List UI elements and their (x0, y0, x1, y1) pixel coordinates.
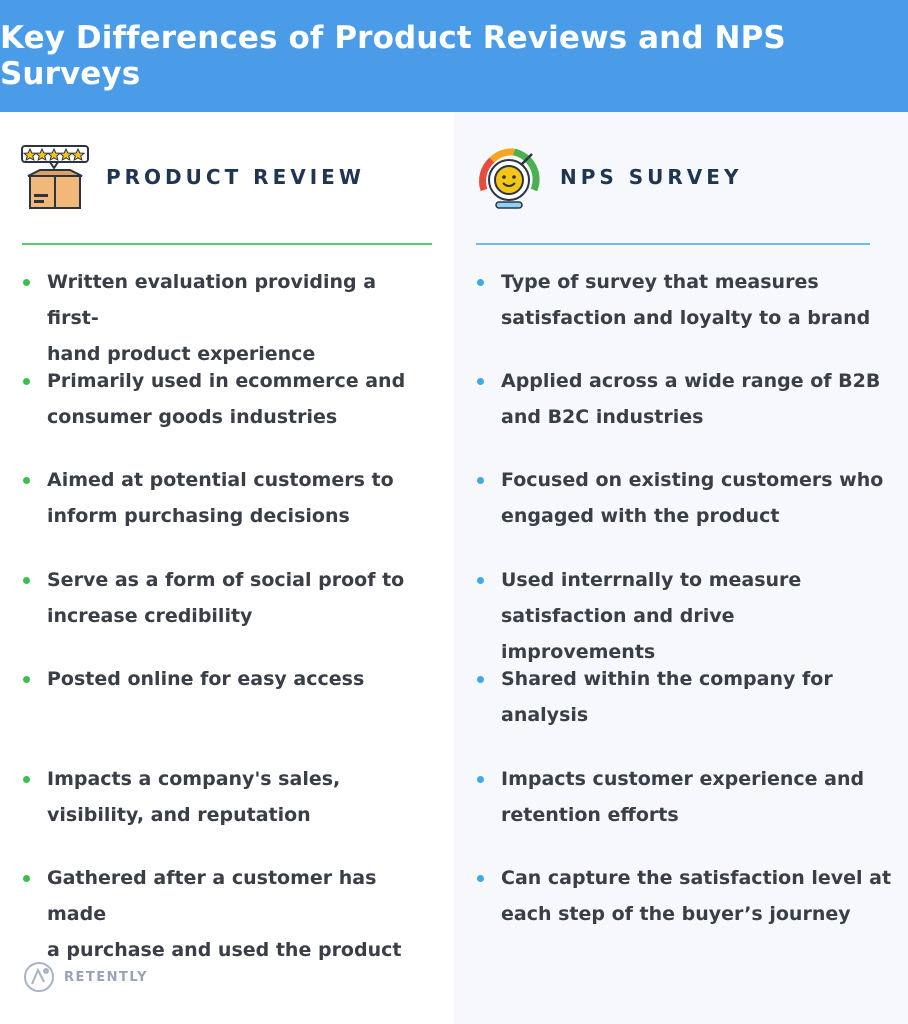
item-text-line: Aimed at potential customers to (47, 469, 394, 491)
nps-survey-item (454, 661, 894, 733)
nps-survey-item (454, 860, 894, 932)
item-text-line: visibility, and reputation (47, 804, 311, 826)
item-text-line: analysis (501, 704, 589, 726)
product-review-column (0, 112, 454, 1024)
product-review-item (0, 860, 420, 968)
item-text-line: engaged with the product (501, 505, 780, 527)
item-text-line: satisfaction and drive improvements (501, 605, 735, 663)
item-text-line: satisfaction and loyalty to a brand (501, 307, 871, 329)
bullet-dot-icon (23, 378, 30, 385)
bullet-dot-icon (477, 477, 484, 484)
item-text-line: Written evaluation providing a first- (47, 271, 377, 329)
product-review-item (0, 761, 420, 833)
item-text-line: Applied across a wide range of B2B (501, 370, 881, 392)
item-text-line: Focused on existing customers who (501, 469, 884, 491)
bullet-dot-icon (477, 776, 484, 783)
nps-survey-title: NPS SURVEY (560, 165, 743, 189)
bullet-dot-icon (477, 875, 484, 882)
bullet-dot-icon (23, 875, 30, 882)
bullet-dot-icon (23, 279, 30, 286)
item-text-line: and B2C industries (501, 406, 704, 428)
nps-survey-item (454, 562, 894, 670)
bullet-dot-icon (477, 279, 484, 286)
retently-logo (22, 960, 148, 994)
item-text-line: Impacts a company's sales, (47, 768, 341, 790)
product-review-item (0, 661, 420, 697)
item-text-line: Used interrnally to measure (501, 569, 802, 591)
product-review-title: PRODUCT REVIEW (106, 165, 365, 189)
brand-name: RETENTLY (64, 969, 149, 985)
nps-survey-item (454, 264, 894, 336)
bullet-dot-icon (23, 776, 30, 783)
bullet-dot-icon (477, 378, 484, 385)
nps-survey-item (454, 761, 894, 833)
item-text-line: retention efforts (501, 804, 679, 826)
item-text-line: Serve as a form of social proof to (47, 569, 405, 591)
retently-logo-icon (22, 960, 56, 994)
item-text-line: consumer goods industries (47, 406, 338, 428)
item-text-line: Gathered after a customer has made (47, 867, 377, 925)
nps-survey-item (454, 363, 894, 435)
item-text-line: Impacts customer experience and (501, 768, 865, 790)
nps-survey-heading (474, 144, 742, 210)
bullet-dot-icon (477, 577, 484, 584)
bullet-dot-icon (477, 676, 484, 683)
item-text-line: Posted online for easy access (47, 668, 365, 690)
product-review-item (0, 264, 420, 372)
product-review-item (0, 363, 420, 435)
header-banner (0, 0, 908, 112)
nps-survey-item (454, 462, 894, 534)
bullet-dot-icon (23, 477, 30, 484)
product-review-item (0, 562, 420, 634)
item-text-line: Primarily used in ecommerce and (47, 370, 406, 392)
satisfaction-gauge-icon (474, 144, 544, 210)
item-text-line: hand product experience (47, 343, 316, 365)
item-text-line: inform purchasing decisions (47, 505, 350, 527)
bullet-dot-icon (23, 577, 30, 584)
product-review-heading (20, 144, 365, 210)
page-title: Key Differences of Product Reviews and NPS Surveys (0, 20, 786, 92)
item-text-line: a purchase and used the product (47, 939, 402, 961)
product-review-divider (22, 243, 432, 245)
item-text-line: Shared within the company for (501, 668, 833, 690)
bullet-dot-icon (23, 676, 30, 683)
item-text-line: Type of survey that measures (501, 271, 819, 293)
item-text-line: each step of the buyer’s journey (501, 903, 851, 925)
product-box-stars-icon (20, 144, 90, 210)
item-text-line: Can capture the satisfaction level at (501, 867, 892, 889)
product-review-item (0, 462, 420, 534)
item-text-line: increase credibility (47, 605, 253, 627)
nps-survey-column (454, 112, 908, 1024)
nps-survey-divider (476, 243, 870, 245)
